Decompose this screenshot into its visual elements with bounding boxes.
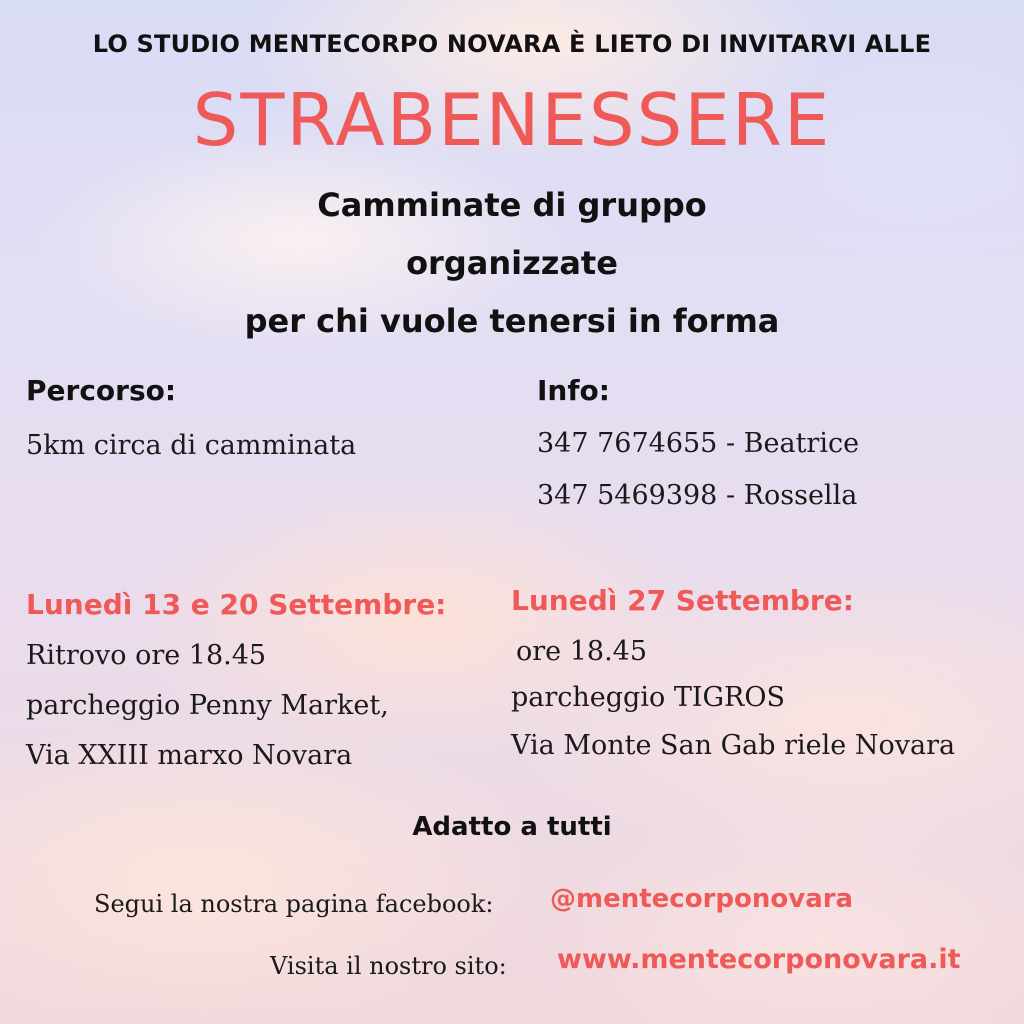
site-label: Visita il nostro sito: [270, 952, 507, 980]
date-right-line-3: Via Monte San Gab riele Novara [511, 730, 956, 761]
date-right-line-2: parcheggio TIGROS [511, 682, 786, 713]
info-contact-beatrice: 347 7674655 - Beatrice [537, 428, 860, 459]
invite-line: LO STUDIO MENTECORPO NOVARA È LIETO DI INVITARVI ALLE [92, 30, 932, 58]
date-right-heading: Lunedì 27 Settembre: [511, 584, 854, 617]
date-left-line-2: parcheggio Penny Market, [26, 690, 389, 721]
percorso-heading: Percorso: [26, 374, 177, 407]
percorso-text: 5km circa di camminata [26, 430, 357, 461]
facebook-handle-link[interactable]: @mentecorponovara [550, 884, 854, 914]
date-left-line-1: Ritrovo ore 18.45 [26, 640, 267, 671]
event-title: STRABENESSERE [192, 78, 832, 162]
date-left-line-3: Via XXIII marxo Novara [26, 740, 353, 771]
subtitle-line-2: organizzate [406, 244, 618, 282]
info-heading: Info: [537, 374, 610, 407]
subtitle-line-3: per chi vuole tenersi in forma [244, 302, 780, 340]
date-right-line-1: ore 18.45 [516, 636, 648, 667]
suitable-for-all: Adatto a tutti [412, 812, 612, 842]
date-left-heading: Lunedì 13 e 20 Settembre: [26, 588, 447, 621]
facebook-label: Segui la nostra pagina facebook: [94, 890, 494, 918]
site-url-link[interactable]: www.mentecorponovara.it [557, 944, 961, 975]
info-contact-rossella: 347 5469398 - Rossella [537, 480, 858, 511]
subtitle-line-1: Camminate di gruppo [317, 186, 707, 224]
